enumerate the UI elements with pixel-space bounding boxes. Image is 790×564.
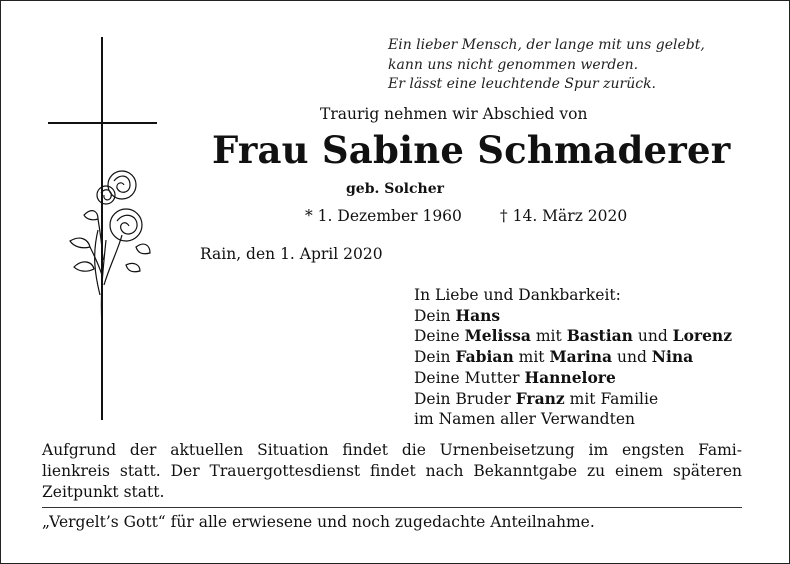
mourner-name: Marina <box>549 347 613 367</box>
notice-line: lienkreis statt. Der Trauergottesdienst findet nach Bekanntgabe zu einem späteren <box>42 462 742 480</box>
mourner-line <box>414 347 732 368</box>
mourner-lines <box>414 306 732 430</box>
birth-date: * 1. Dezember 1960 <box>305 207 462 225</box>
intro-text: Traurig nehmen wir Abschied von <box>320 105 588 123</box>
mourner-name: Melissa <box>464 326 531 346</box>
deceased-name: Frau Sabine Schmaderer <box>212 128 731 172</box>
mourner-text: im Namen aller Verwandten <box>414 410 635 429</box>
mourner-text: Deine Mutter <box>414 368 525 387</box>
divider <box>42 507 742 508</box>
mourner-text: und <box>612 348 652 367</box>
poem-line: kann uns nicht genommen werden. <box>388 56 639 73</box>
notice-line: Zeitpunkt statt. <box>42 483 165 501</box>
mourner-name: Franz <box>515 388 565 408</box>
mourner-line <box>414 306 732 327</box>
notice-line: Aufgrund der aktuellen Situation findet die Urnenbeisetzung im engsten Fami- <box>42 441 742 459</box>
mourner-text: Deine <box>414 327 465 346</box>
mourner-text: mit <box>513 348 550 367</box>
mourner-text: Dein Bruder <box>414 389 516 408</box>
place-date: Rain, den 1. April 2020 <box>200 245 383 263</box>
death-date: † 14. März 2020 <box>499 207 628 225</box>
mourner-name: Hannelore <box>524 367 616 387</box>
mourner-text: Dein <box>414 348 456 367</box>
mourner-name: Hans <box>455 305 501 325</box>
funeral-notice <box>42 440 742 503</box>
life-dates <box>305 207 627 225</box>
mourners-heading: In Liebe und Dankbarkeit: <box>414 286 621 304</box>
poem-line: Er lässt eine leuchtende Spur zurück. <box>388 76 656 92</box>
mourner-text: und <box>632 327 673 346</box>
mourner-line <box>414 326 732 347</box>
mourner-text: Dein <box>414 306 456 325</box>
mourners-block <box>414 285 732 430</box>
mourner-text: mit <box>530 327 567 346</box>
cross-with-roses-icon <box>40 35 165 425</box>
thanks-text: „Vergelt’s Gott“ für alle erwiesene und noch zugedachte Anteilnahme. <box>42 513 595 531</box>
mourner-name: Lorenz <box>672 326 733 346</box>
mourner-line <box>414 368 732 389</box>
cross-icon <box>48 37 157 420</box>
mourner-name: Bastian <box>566 326 633 346</box>
poem-line: Ein lieber Mensch, der lange mit uns gelebt, <box>388 37 705 53</box>
mourner-name: Fabian <box>455 347 514 367</box>
mourner-line <box>414 389 732 410</box>
birth-name: geb. Solcher <box>346 181 444 197</box>
mourner-line <box>414 409 732 430</box>
mourner-name: Nina <box>651 347 694 367</box>
mourner-text: mit Familie <box>564 389 659 408</box>
poem <box>388 36 768 95</box>
